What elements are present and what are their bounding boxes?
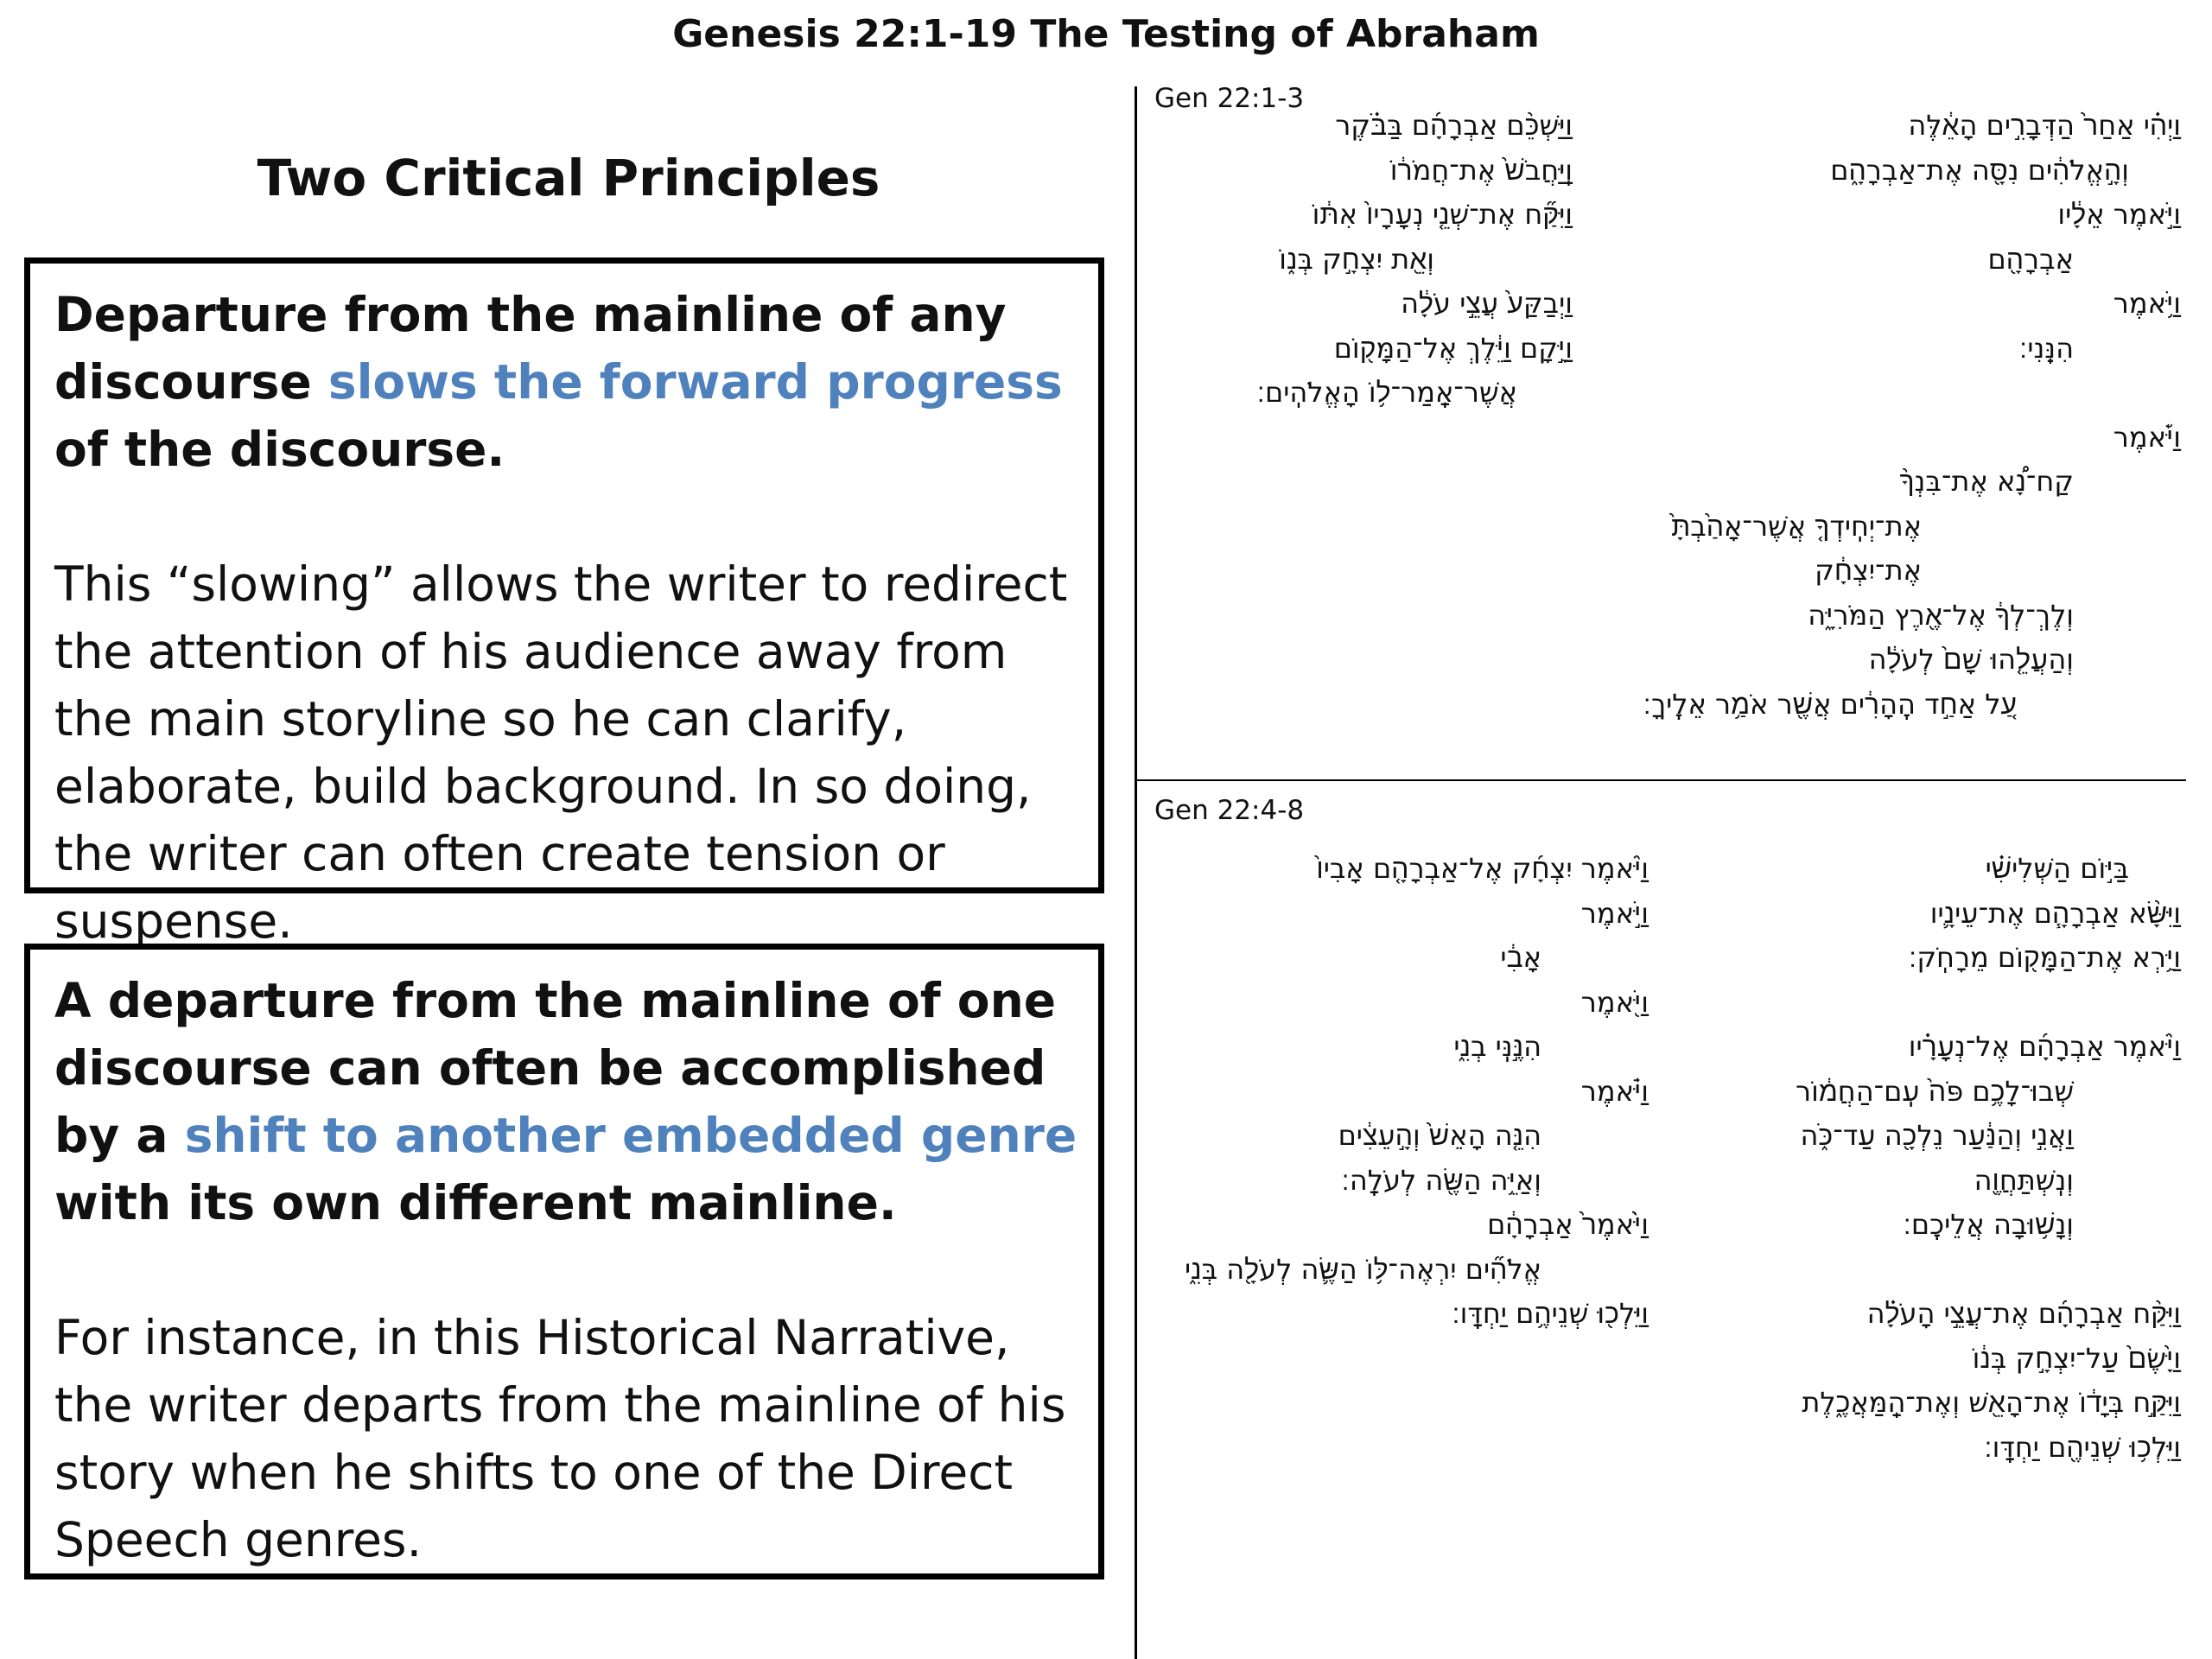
hebrew-line xyxy=(1796,1248,2181,1293)
principles-heading: Two Critical Principles xyxy=(257,149,880,207)
principle-box-2 xyxy=(24,944,1104,1580)
hebrew-line: שְׁבוּ־לָכֶ֥ם פֹּה֙ עִֽם־הַחֲמ֔וֹר xyxy=(1796,1074,2074,1108)
hebrew-line: הִנֵּֽנִי׃ xyxy=(2018,331,2074,365)
hebrew-line: וַיִּקַּ֣ח בְּיָד֔וֹ אֶת־הָאֵ֖שׁ וְאֶת־הַֽמַּאֲכֶ֑לֶת xyxy=(1802,1386,2181,1419)
hebrew-line: וַיֹּ֙אמֶר֙ אַבְרָהָ֔ם xyxy=(1487,1208,1649,1241)
principle-box-1 xyxy=(24,257,1104,949)
hebrew-line: הִנֶּ֣נִּֽי בְנִ֑י xyxy=(1453,1030,1541,1063)
principle-1-statement: Departure from the mainline of any discourse slows the forward progress of the discourse. xyxy=(54,287,1063,477)
hebrew-line: וַיִּקַּ֞ח אֶת־שְׁנֵ֤י נְעָרָיו֙ אִתּ֔וֹ xyxy=(1312,198,1573,231)
hebrew-line: וַיַּשְׁכֵּ֨ם אַבְרָהָ֜ם בַּבֹּ֗קֶר xyxy=(1335,109,1573,142)
hebrew-line: וַיֵּלְכ֥וּ שְׁנֵיהֶ֖ם יַחְדָּֽו׃ xyxy=(1984,1430,2181,1464)
hebrew-line: וְנִֽשְׁתַּחֲוֶ֖ה xyxy=(1974,1163,2074,1197)
hebrew-line: אֶת־יְחִֽידְךָ֤ אֲשֶׁר־אָהַ֙בְתָּ֙ xyxy=(1671,509,1922,543)
hebrew-line: וַיַּ֥רְא אֶת־הַמָּק֖וֹם מֵרָחֹֽק׃ xyxy=(1908,941,2181,974)
hebrew-line: בַּיּ֣וֹם הַשְּׁלִישִׁ֗י xyxy=(1985,852,2129,885)
hebrew-line: אָבִ֔י xyxy=(1500,941,1541,974)
hebrew-line: וְהָ֣אֱלֹהִ֔ים נִסָּ֖ה אֶת־אַבְרָהָ֑ם xyxy=(1830,153,2129,187)
section-2-left-column xyxy=(1185,847,1649,1337)
principle-1-highlight: slows the forward progress xyxy=(327,354,1063,410)
hebrew-line: אֲשֶׁר־אָֽמַר־ל֥וֹ הָאֱלֹהִֽים׃ xyxy=(1256,376,1517,409)
hebrew-line: וַיֵּלְכ֖וּ שְׁנֵיהֶ֥ם יַחְדָּֽו׃ xyxy=(1452,1297,1649,1330)
section-2-reference: Gen 22:4-8 xyxy=(1154,795,1305,826)
hebrew-line: וְאַיֵּ֥ה הַשֶּׂ֖ה לְעֹלָֽה׃ xyxy=(1341,1163,1541,1197)
principle-1-explanation: This “slowing” allows the writer to redirect the attention of his audience away from the main storyline so he can clarify, elaborate, build background. In so doing, the writer can often create tension or suspense. xyxy=(54,556,1068,949)
hebrew-line: וַיֹּ֗אמֶר xyxy=(1580,1074,1649,1108)
hebrew-line: וַיְבַקַּע֙ עֲצֵ֣י עֹלָ֔ה xyxy=(1401,287,1573,320)
hebrew-line: וַיֹּ֨אמֶר יִצְחָ֜ק אֶל־אַבְרָהָ֤ם אָבִיו֙ xyxy=(1316,852,1649,885)
column-divider xyxy=(1135,86,1137,1659)
hebrew-line: וַאֲנִ֣י וְהַנַּ֔עַר נֵלְכָ֖ה עַד־כֹּ֑ה xyxy=(1800,1119,2074,1152)
hebrew-line xyxy=(1796,981,2181,1026)
section-1-right-column xyxy=(1643,104,2182,727)
hebrew-line: וַיֹּ֨אמֶר אַבְרָהָ֜ם אֶל־נְעָרָ֗יו xyxy=(1908,1030,2181,1063)
hebrew-line: אֶת־יִצְחָ֔ק xyxy=(1815,554,1922,587)
hebrew-line xyxy=(1643,371,2182,416)
hebrew-line: וַיָּ֙שֶׂם֙ עַל־יִצְחָ֣ק בְּנ֔וֹ xyxy=(1972,1341,2181,1375)
hebrew-line: וְהַעֲלֵ֤הוּ שָׁם֙ לְעֹלָ֔ה xyxy=(1868,643,2074,676)
section-1-left-column xyxy=(1257,104,1573,416)
hebrew-line: וַיֹּ֥אמֶר xyxy=(2113,287,2181,320)
section-divider xyxy=(1137,779,2186,781)
hebrew-line: וְנָשׁ֥וּבָה אֲלֵיכֶֽם׃ xyxy=(1903,1208,2074,1241)
principle-2-statement: A departure from the mainline of one discourse can often be accomplished by a shift to another embedded genre with its own different mainline. xyxy=(54,973,1077,1230)
hebrew-line: וַיֹּ֡אמֶר xyxy=(2113,420,2181,454)
hebrew-line: קַח־נָ֠א אֶת־בִּנְךָ֨ xyxy=(1899,465,2074,498)
principle-2-explanation: For instance, in this Historical Narrative, the writer departs from the mainline of his story when he shifts to one of the Direct Speech genres. xyxy=(54,1310,1066,1567)
hebrew-line: וְאֵ֖ת יִצְחָ֣ק בְּנ֑וֹ xyxy=(1279,242,1434,276)
hebrew-line: וַיִּשָּׂ֨א אַבְרָהָ֧ם אֶת־עֵינָ֛יו xyxy=(1929,896,2181,930)
hebrew-line: וְלֶךְ־לְךָ֔ אֶל־אֶ֖רֶץ הַמֹּרִיָּ֑ה xyxy=(1808,598,2074,632)
hebrew-line: אַבְרָהָ֖ם xyxy=(1987,242,2074,276)
section-1-reference: Gen 22:1-3 xyxy=(1154,83,1305,114)
hebrew-line: וַיָּ֣קָם וַיֵּ֔לֶךְ אֶל־הַמָּק֖וֹם xyxy=(1333,331,1573,365)
hebrew-line: וַיֹּ֣אמֶר xyxy=(1580,896,1649,930)
section-2-right-column xyxy=(1796,847,2181,1470)
hebrew-line: אֱלֹהִ֞ים יִרְאֶה־לּ֥וֹ הַשֶּׂ֛ה לְעֹלָ֖ה בְּנִ֑י xyxy=(1184,1252,1541,1286)
hebrew-line: וַיֹּ֣אמֶר אֵלָ֔יו xyxy=(2057,198,2181,231)
hebrew-line: הִנֵּ֤ה הָאֵשׁ֙ וְהָ֣עֵצִ֔ים xyxy=(1338,1119,1541,1152)
principle-2-highlight: shift to another embedded genre xyxy=(184,1108,1077,1163)
hebrew-line: וַיְהִ֗י אַחַר֙ הַדְּבָרִ֣ים הָאֵ֔לֶּה xyxy=(1908,109,2181,142)
hebrew-line: וַיֹּ֖אמֶר xyxy=(1580,985,1649,1019)
hebrew-line: עַ֚ל אַחַ֣ד הֶֽהָרִ֔ים אֲשֶׁ֖ר אֹמַ֥ר אֵלֶֽיךָ׃ xyxy=(1643,687,2017,721)
hebrew-line: וַיִּקַּ֨ח אַבְרָהָ֜ם אֶת־עֲצֵ֣י הָעֹלָ֗ה xyxy=(1866,1297,2181,1330)
hebrew-line: וַֽיַּחֲבֹשׁ֙ אֶת־חֲמֹר֔וֹ xyxy=(1389,153,1573,187)
page-title: Genesis 22:1-19 The Testing of Abraham xyxy=(672,12,1540,56)
